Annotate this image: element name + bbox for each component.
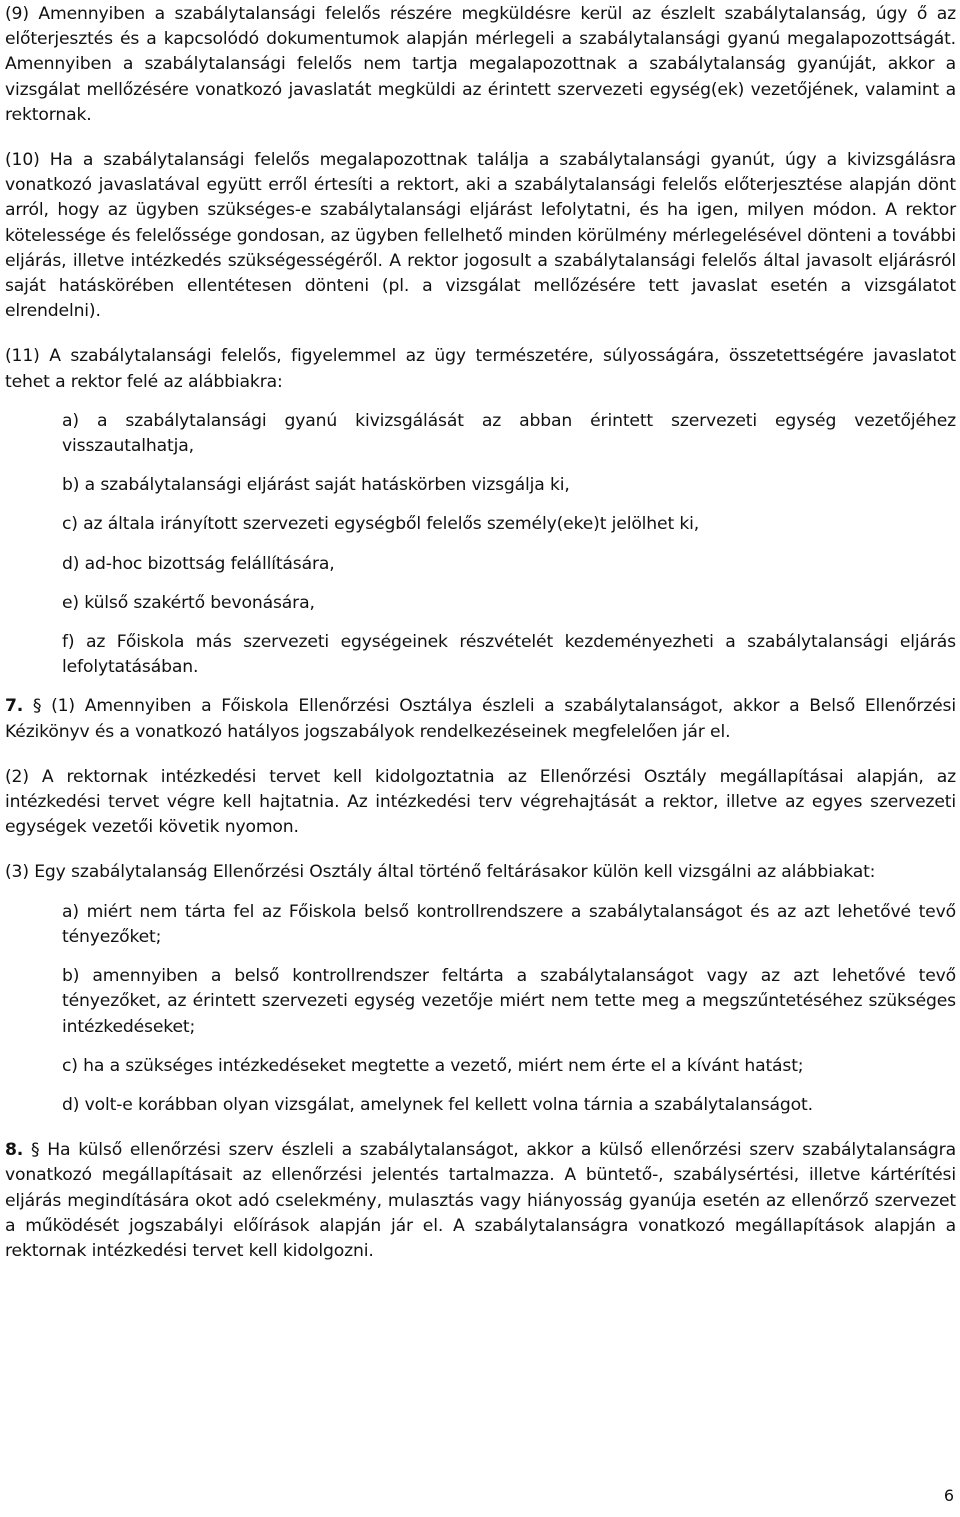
list-item-3b: b) amennyiben a belső kontrollrendszer feltárta a szabálytalanságot vagy az azt lehetővé tevő tényezőket, az érintett szervezeti egység vezetője miért nem tette meg a megszűntetéséhez szükséges intézkedéseket; [62,966,956,1037]
paragraph-9: (9) Amennyiben a szabálytalansági felelős részére megküldésre kerül az észlelt szabálytalanság, úgy ő az előterjesztés és a kapcsolódó dokumentumok alapján mérlegeli a szabálytalansági gyanú megalapozottságát. Amennyiben a szabálytalansági felelős nem tartja megalapozottnak a szabálytalanság gyanúját, akkor a vizsgálat mellőzésére vonatkozó javaslatát megküldi az érintett szervezeti egység(ek) vezetőjének, valamint a rektornak. [5,4,956,125]
list-item-11a: a) a szabálytalansági gyanú kivizsgálását az abban érintett szervezeti egység vezetőjéhez visszautalhatja, [62,410,956,457]
list-item-3a: a) miért nem tárta fel az Főiskola belső kontrollrendszere a szabálytalanságot és az azt lehetővé tevő tényezőket; [62,901,956,947]
section-symbol: § [31,1140,40,1161]
list-item-11e: e) külső szakértő bevonására, [62,592,315,613]
section-7-paragraph-1 [5,694,956,744]
list-item-11b: b) a szabálytalansági eljárást saját hatáskörben vizsgálja ki, [62,475,570,496]
section-8-text: Ha külső ellenőrzési szerv észleli a szabálytalanságot, akkor a külső ellenőrzési szerv szabálytalanságra vonatkozó megállapításait az ellenőrzési jelentés tartalmazza. A büntető-, szabálysértési, illetve kártérítési eljárás megindítására okot adó cselekmény, mulasztás vagy hiányosság gyanúja esetén az ellenőrző szervezet a működését jogszabályi előírások alapján jár el. A szabálytalanságra vonatkozó megállapítások alapján a rektornak intézkedési tervet kell kidolgozni. [5,1140,956,1261]
section-8-paragraph [5,1138,956,1264]
list-item-3c: c) ha a szükséges intézkedéseket megtette a vezető, miért nem érte el a kívánt hatást; [62,1055,804,1076]
section-7-number: 7. [5,696,24,717]
paragraph-10: (10) Ha a szabálytalansági felelős megalapozottnak találja a szabálytalansági gyanút, úgy a kivizsgálásra vonatkozó javaslatával együtt erről értesíti a rektort, aki a szabálytalansági felelős előterjesztése alapján dönt arról, hogy az ügyben szükséges-e szabálytalansági eljárást lefolytatni, és ha igen, milyen módon. A rektor kötelessége és felelőssége gondosan, az ügyben fellelhető minden körülmény mérlegelésével dönteni a további eljárás, illetve intézkedés szükségességéről. A rektor jogosult a szabálytalansági felelős által javasolt eljárásról saját hatáskörében ellentétesen dönteni (pl. a vizsgálat mellőzésére tett javaslat esetén a vizsgálatot elrendelni). [5,150,956,322]
page-number: 6 [943,1486,954,1505]
list-item-11f: f) az Főiskola más szervezeti egységeinek részvételét kezdeményezheti a szabálytalansági eljárás lefolytatásában. [62,632,956,678]
list-item-11d: d) ad-hoc bizottság felállítására, [62,553,335,574]
paragraph-11: (11) A szabálytalansági felelős, figyelemmel az ügy természetére, súlyosságára, összetettségére javaslatot tehet a rektor felé az alábbiakra: [5,346,956,392]
section-8-number: 8. [5,1140,24,1161]
section-symbol: § [32,696,42,717]
document-page [5,2,956,1264]
list-item-11c: c) az általa irányított szervezeti egységből felelős személy(eke)t jelölhet ki, [62,514,700,535]
section-7-text-1: (1) Amennyiben a Főiskola Ellenőrzési Osztálya észleli a szabálytalanságot, akkor a Belső Ellenőrzési Kézikönyv és a vonatkozó hatályos jogszabályok rendelkezéseinek megfelelően jár el. [5,696,956,742]
list-item-3d: d) volt-e korábban olyan vizsgálat, amelynek fel kellett volna tárnia a szabálytalanságot. [62,1094,813,1115]
section-7-paragraph-3: (3) Egy szabálytalanság Ellenőrzési Osztály által történő feltárásakor külön kell vizsgálni az alábbiakat: [5,862,876,883]
section-7-paragraph-2: (2) A rektornak intézkedési tervet kell kidolgoztatnia az Ellenőrzési Osztály megállapításai alapján, az intézkedési tervet végre kell hajtatnia. Az intézkedési terv végrehajtását a rektor, illetve az egyes szervezeti egységek vezetői követik nyomon. [5,766,956,838]
